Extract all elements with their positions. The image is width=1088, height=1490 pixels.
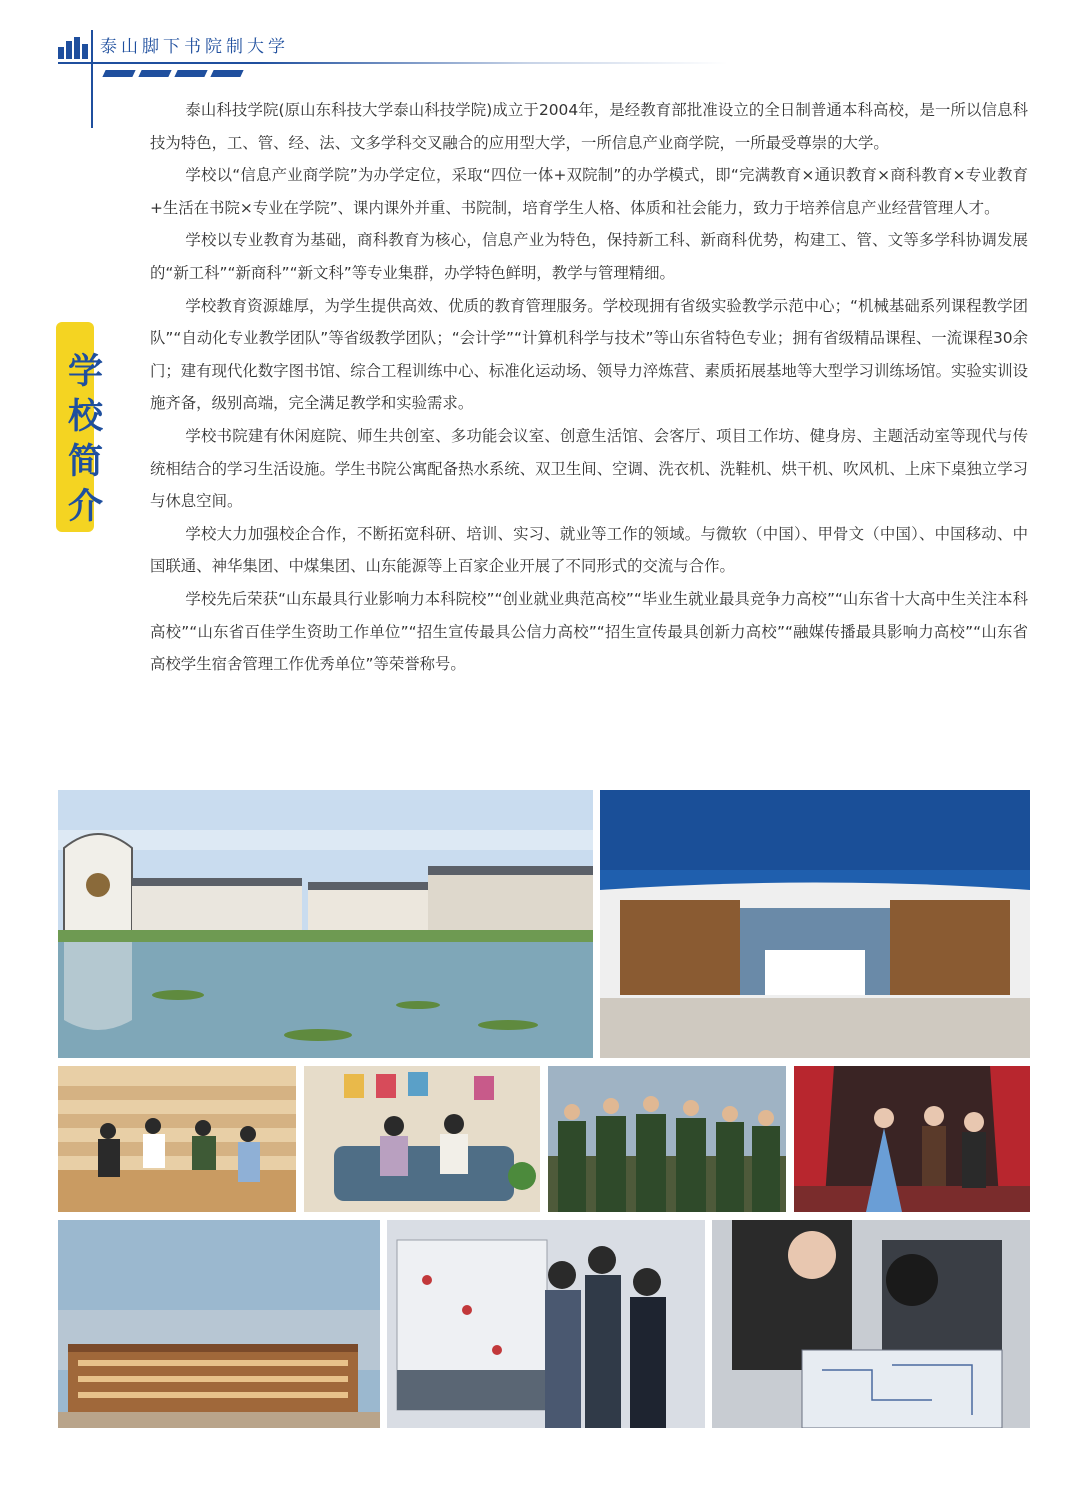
military-parade-photo	[548, 1066, 786, 1212]
students-steps-photo	[58, 1066, 296, 1212]
lab-training-photo	[387, 1220, 705, 1428]
campus-lake-photo	[58, 790, 593, 1058]
bar-chart-icon	[58, 37, 88, 59]
header-title: 泰山脚下书院制大学	[100, 37, 289, 57]
campus-dusk-photo	[58, 1220, 380, 1428]
paragraph: 学校书院建有休闲庭院、师生共创室、多功能会议室、创意生活馆、会客厅、项目工作坊、健身房、主题活动室等现代与传统相结合的学习生活设施。学生书院公寓配备热水系统、双卫生间、空调、洗衣机、洗鞋机、烘干机、吹风机、上床下桌独立学习与休息空间。	[150, 426, 1028, 511]
library-building-photo	[600, 790, 1030, 1058]
paragraph: 学校以专业教育为基础，商科教育为核心，信息产业为特色，保持新工科、新商科优势，构建工、管、文等多学科协调发展的“新工科”“新商科”“新文科”等专业集群，办学特色鲜明，教学与管理精细。	[150, 231, 1028, 282]
paragraph: 学校大力加强校企合作，不断拓宽科研、培训、实习、就业等工作的领域。与微软（中国）、甲骨文（中国）、中国移动、中国联通、神华集团、中煤集团、山东能源等上百家企业开展了不同形式的交流与合作。	[150, 524, 1028, 576]
intro-text	[150, 94, 1028, 681]
paragraph: 学校以“信息产业商学院”为办学定位，采取“四位一体+双院制”的办学模式，即“完满教育×通识教育×商科教育×专业教育+生活在书院×专业在学院”、课内课外并重、书院制，培育学生人格、体质和社会能力，致力于培养信息产业经营管理人才。	[150, 166, 1028, 217]
paragraph: 泰山科技学院(原山东科技大学泰山科技学院)成立于2004年，是经教育部批准设立的全日制普通本科高校，是一所以信息科技为特色，工、管、经、法、文多学科交叉融合的应用型大学，一所信息产业商学院，一所最受尊崇的大学。	[150, 101, 1028, 152]
paragraph: 学校教育资源雄厚，为学生提供高效、优质的教育管理服务。学校现拥有省级实验教学示范中心；“机械基础系列课程教学团队”“自动化专业教学团队”等省级教学团队；“会计学”“计算机科学与技术”等山东省特色专业；拥有省级精品课程、一流课程30余门；建有现代化数字图书馆、综合工程训练中心、标准化运动场、领导力淬炼营、素质拓展基地等大型学习训练场馆。实验实训设施齐备，级别高端，完全满足教学和实验需求。	[150, 296, 1028, 413]
stage-performance-photo	[794, 1066, 1030, 1212]
electronics-lab-photo	[712, 1220, 1030, 1428]
header-rule	[58, 62, 728, 64]
paragraph: 学校先后荣获“山东最具行业影响力本科院校”“创业就业典范高校”“毕业生就业最具竞争力高校”“山东省十大高中生关注本科高校”“山东省百佳学生资助工作单位”“招生宣传最具公信力高校”“招生宣传最具创新力高校”“融媒传播最具影响力高校”“山东省高校学生宿舍管理工作优秀单位”等荣誉称号。	[150, 589, 1028, 674]
students-reading-photo	[304, 1066, 540, 1212]
header-dashes	[100, 70, 240, 77]
header-divider	[91, 30, 93, 128]
section-title: 学校简介	[68, 352, 104, 527]
